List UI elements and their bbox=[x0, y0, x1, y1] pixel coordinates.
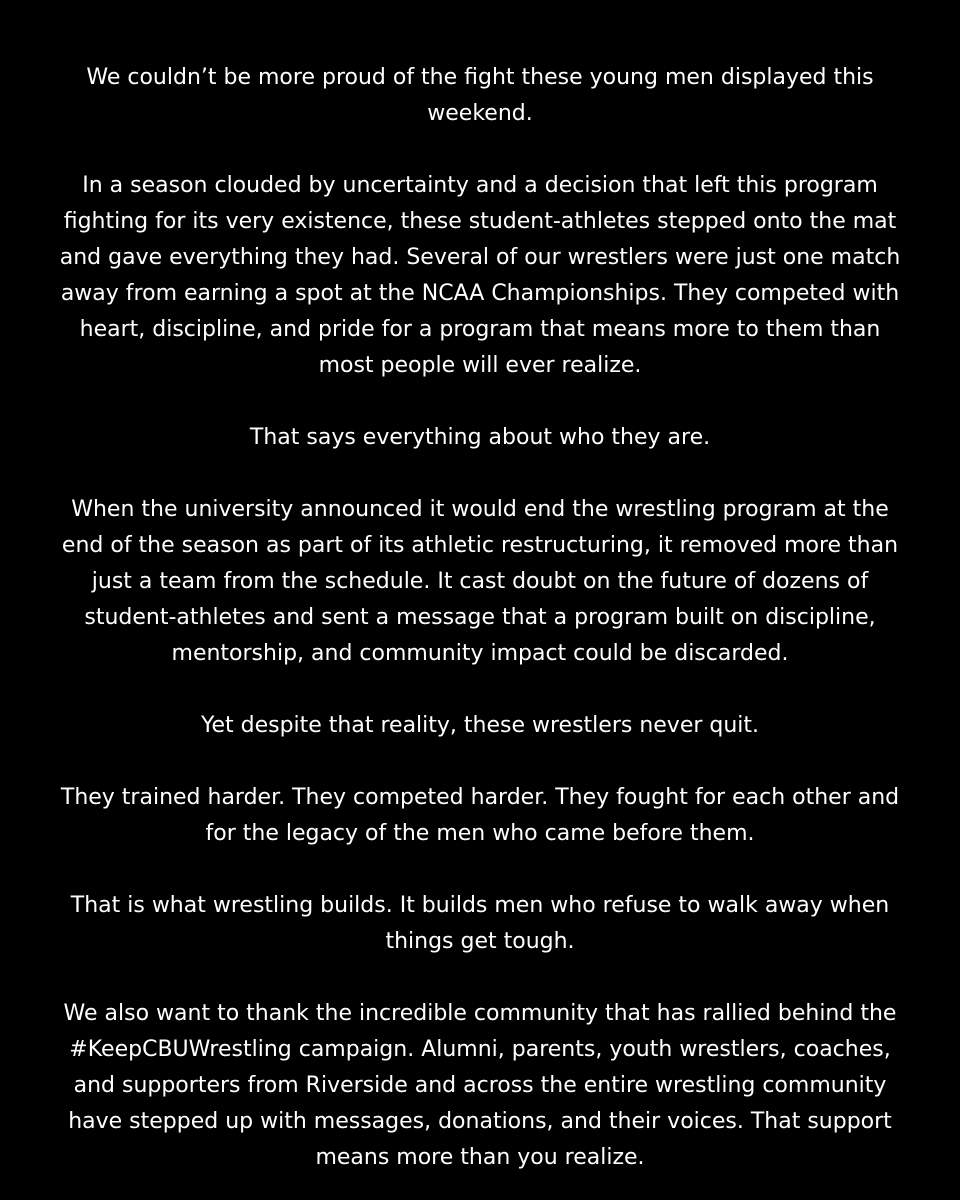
paragraph-wrestling-builds: That is what wrestling builds. It builds men who refuse to walk away when things get tough. bbox=[70, 893, 890, 954]
paragraph-who-they-are: That says everything about who they are. bbox=[249, 425, 711, 450]
paragraph-season: In a season clouded by uncertainty and a decision that left this program fighting for its very existence, these student-athletes stepped onto the mat and gave everything they had. Several of our wrestlers were just one match away from earning a spot at the NCAA Championships. They competed with heart, discipline, and pride for a program that means more to them than most people will ever realize. bbox=[59, 173, 901, 378]
paragraph-never-quit: Yet despite that reality, these wrestlers never quit. bbox=[200, 713, 760, 738]
statement-text bbox=[50, 60, 910, 1176]
paragraph-trained-harder: They trained harder. They competed harder. They fought for each other and for the legacy of the men who came before them. bbox=[60, 785, 900, 846]
paragraph-opening: We couldn’t be more proud of the fight these young men displayed this weekend. bbox=[86, 65, 874, 126]
paragraph-thanks-community: We also want to thank the incredible community that has rallied behind the #KeepCBUWrestling campaign. Alumni, parents, youth wrestlers, coaches, and supporters from Riverside and across the entire wrestling community have stepped up with messages, donations, and their voices. That support means more than you realize. bbox=[63, 1001, 897, 1170]
paragraph-announcement: When the university announced it would end the wrestling program at the end of the season as part of its athletic restructuring, it removed more than just a team from the schedule. It cast doubt on the future of dozens of student-athletes and sent a message that a program built on discipline, mentorship, and community impact could be discarded. bbox=[61, 497, 899, 666]
